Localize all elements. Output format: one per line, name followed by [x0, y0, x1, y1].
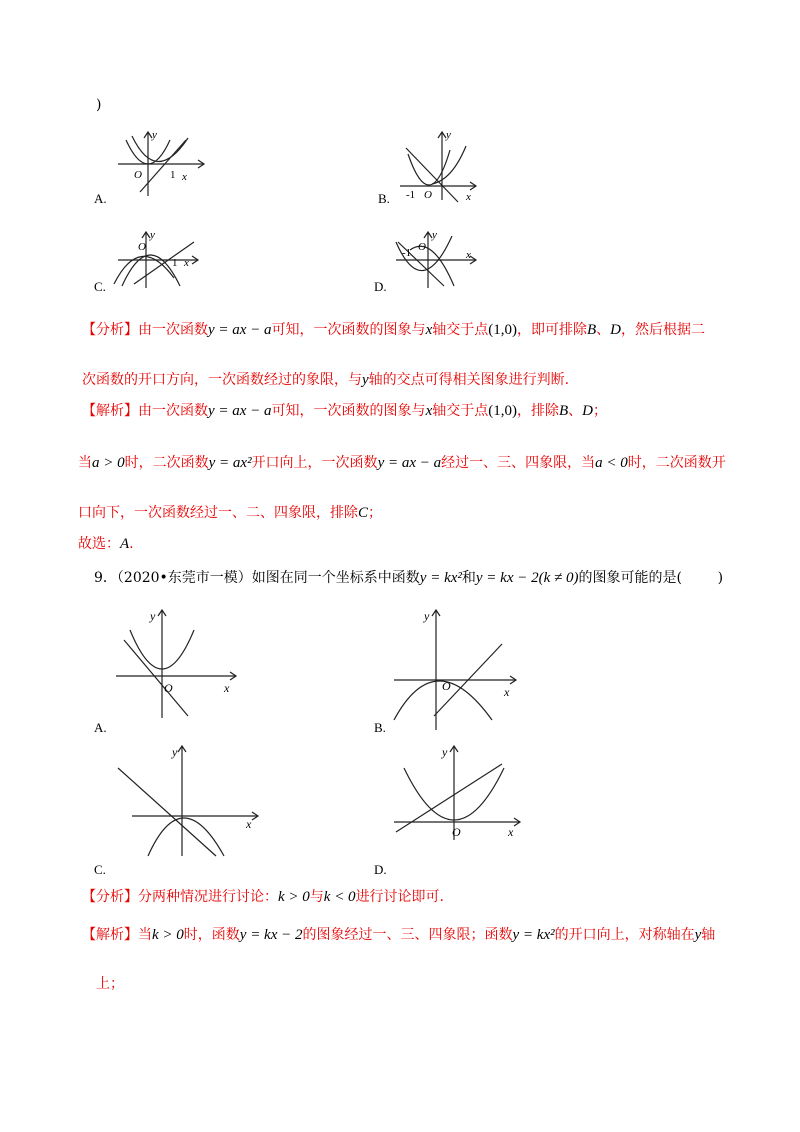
- text: 的图象经过一、三、四象限；函数: [302, 927, 513, 943]
- q8d-origin-label: O: [418, 241, 426, 253]
- text: 的开口向上，对称轴在: [554, 927, 695, 943]
- q9-analysis-line1: [82, 888, 444, 906]
- q8-solution-line1: [82, 402, 607, 420]
- q9a-origin-label: O: [164, 681, 173, 695]
- q8-graph-b: [396, 126, 496, 204]
- text: 经过一、三、四象限，当: [441, 455, 596, 471]
- math-expr: D: [610, 322, 621, 338]
- text: 当: [138, 927, 152, 943]
- math-expr: x: [425, 403, 433, 419]
- math-expr: y = ax²: [208, 455, 252, 471]
- text: 可知，一次函数的图象与: [271, 403, 426, 419]
- q8-option-d: D.: [374, 279, 387, 294]
- math-expr: a > 0: [92, 455, 125, 471]
- q8-answer: [78, 535, 134, 553]
- math-expr: y = kx²: [512, 927, 555, 943]
- q8-solution-line2: [78, 454, 726, 472]
- text: 与: [309, 889, 324, 905]
- q8-solution-line3: [78, 504, 382, 522]
- math-expr: D: [582, 403, 593, 419]
- text: 由一次函数: [138, 322, 208, 338]
- text: ，排除: [516, 403, 559, 419]
- q9-stem: [94, 569, 723, 587]
- q9d-y-label: y: [442, 745, 448, 759]
- math-expr: y = kx²: [419, 570, 462, 586]
- q8b-origin-label: O: [424, 189, 432, 201]
- math-expr: k > 0: [278, 889, 310, 905]
- text: 进行讨论即可.: [355, 889, 445, 905]
- text: 的图象可能的是: [578, 570, 677, 586]
- text: 、: [568, 403, 583, 419]
- text: 轴交于点: [432, 403, 489, 419]
- q8b-y-label: y: [446, 129, 451, 141]
- text: 开口向上，一次函数: [251, 455, 378, 471]
- q9-graph-d: [390, 740, 524, 844]
- text: 当: [78, 455, 92, 471]
- math-expr: y = kx − 2: [239, 927, 303, 943]
- math-expr: B: [558, 403, 569, 419]
- q9-option-c: C.: [94, 862, 106, 877]
- q8-option-c: C.: [94, 279, 106, 294]
- q8-graph-d: [392, 228, 488, 292]
- math-expr: y = ax − a: [208, 403, 272, 419]
- text: ，即可排除: [516, 322, 587, 338]
- q9-option-d: D.: [374, 862, 387, 877]
- q8d-y-label: y: [432, 229, 437, 241]
- math-expr: (1,0): [488, 403, 517, 419]
- text: 由一次函数: [138, 403, 208, 419]
- q8-option-a: A.: [94, 191, 107, 206]
- q8a-y-label: y: [152, 129, 157, 141]
- text: 上；: [96, 976, 124, 992]
- q9b-y-label: y: [424, 609, 430, 623]
- q9-graph-c: [112, 740, 262, 858]
- solution-tag: 【解析】: [82, 927, 138, 943]
- q9-solution-line2: [96, 975, 124, 993]
- q8d-x-label: x: [466, 249, 471, 261]
- text: 次函数的开口方向，一次函数经过的象限，与: [82, 372, 362, 388]
- text: 故选：: [78, 536, 120, 552]
- text: 9．（2020•东莞市一模）如图在同一个坐标系中函数: [94, 570, 420, 586]
- q8c-one-label: 1: [172, 257, 178, 269]
- q9a-x-label: x: [224, 681, 230, 695]
- text: 、: [596, 322, 611, 338]
- text: 轴的交点可得相关图象进行判断.: [368, 372, 570, 388]
- q8-graph-a: [110, 126, 210, 198]
- text: 轴: [701, 927, 716, 943]
- text: 轴交于点: [432, 322, 489, 338]
- math-expr: x: [425, 322, 433, 338]
- q9b-origin-label: O: [442, 679, 451, 693]
- question-fragment-paren: ): [96, 97, 102, 113]
- math-expr: y = ax − a: [377, 455, 442, 471]
- q8a-origin-label: O: [134, 169, 142, 181]
- q9-graph-a: [112, 604, 240, 720]
- math-expr: k < 0: [323, 889, 356, 905]
- math-expr: y: [694, 927, 702, 943]
- q8c-origin-label: O: [138, 241, 146, 253]
- text: 可知，一次函数的图象与: [271, 322, 426, 338]
- answer-blank: ( ): [676, 570, 724, 586]
- q8a-x-label: x: [182, 171, 187, 183]
- text: 时，函数: [183, 927, 240, 943]
- q8c-y-label: y: [150, 229, 155, 241]
- text: ；: [368, 505, 383, 521]
- math-expr: (1,0): [488, 322, 517, 338]
- q8a-one-label: 1: [170, 169, 176, 181]
- text: 和: [461, 570, 476, 586]
- math-expr: k > 0: [152, 927, 184, 943]
- math-expr: a < 0: [595, 455, 628, 471]
- q9d-x-label: x: [508, 825, 514, 839]
- q9c-x-label: x: [246, 817, 252, 831]
- analysis-tag: 【分析】: [82, 322, 138, 338]
- q8b-minus1-label: -1: [406, 189, 416, 201]
- q9d-origin-label: O: [452, 825, 461, 839]
- text: 口向下，一次函数经过一、二、四象限，排除: [78, 505, 358, 521]
- math-expr: A: [120, 536, 130, 552]
- text: 时，二次函数开: [627, 455, 726, 471]
- q9-option-b: B.: [374, 720, 386, 735]
- math-expr: y = kx − 2(k ≠ 0): [475, 570, 579, 586]
- q9a-y-label: y: [150, 609, 156, 623]
- q9c-y-label: y: [172, 745, 178, 759]
- q8-analysis-line2: [82, 371, 569, 389]
- q9b-x-label: x: [504, 685, 510, 699]
- q8b-x-label: x: [466, 191, 471, 203]
- q8-analysis-line1: [82, 321, 705, 339]
- q9-solution-line1: [82, 926, 715, 944]
- text: ；: [593, 403, 607, 419]
- text: .: [129, 536, 134, 552]
- q8c-x-label: x: [184, 257, 189, 269]
- math-expr: C: [358, 505, 369, 521]
- q9-graph-b: [390, 604, 520, 734]
- solution-tag: 【解析】: [82, 403, 138, 419]
- text: 时，二次函数: [124, 455, 209, 471]
- q9-option-a: A.: [94, 720, 107, 735]
- math-expr: y = ax − a: [208, 322, 272, 338]
- math-expr: B: [586, 322, 597, 338]
- q8d-minus1-label: -1: [402, 247, 412, 259]
- math-expr: y: [362, 372, 369, 388]
- analysis-tag: 【分析】: [82, 889, 138, 905]
- text: ，然后根据二: [621, 322, 705, 338]
- q8-option-b: B.: [378, 191, 390, 206]
- q8-graph-c: [110, 228, 206, 292]
- text: 分两种情况进行讨论：: [138, 889, 278, 905]
